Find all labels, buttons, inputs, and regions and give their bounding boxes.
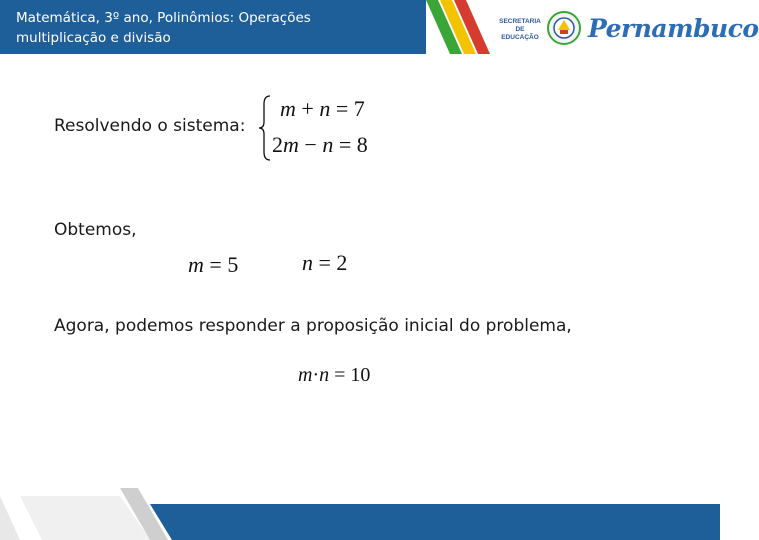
secretaria-line1: SECRETARIA (499, 18, 541, 25)
product-var-m: m (298, 364, 313, 386)
eq2-coef: 2 (272, 132, 283, 157)
slide-title-line2: multiplicação e divisão (16, 30, 171, 46)
system-brace (258, 94, 272, 162)
result-m (188, 252, 238, 278)
eq1-equals: = (335, 96, 349, 121)
result-n-var: n (302, 250, 313, 275)
eq1-plus: + (301, 96, 314, 121)
product-value: 10 (350, 364, 371, 386)
eq1-var-m: m (280, 96, 296, 121)
result-n-value: 2 (336, 250, 348, 275)
slide-title-line1: Matemática, 3º ano, Polinômios: Operações (16, 10, 311, 26)
result-m-value: 5 (227, 252, 239, 277)
decorative-stripes (410, 0, 490, 54)
slide-title (16, 8, 416, 48)
obtained-label: Obtemos, (54, 220, 137, 240)
state-coat-of-arms-icon (546, 10, 582, 46)
eq1-var-n: n (319, 96, 331, 121)
secretaria-logo (498, 18, 542, 42)
government-logos (492, 0, 759, 54)
eq2-var-n: n (322, 132, 334, 157)
eq2-rhs: 8 (356, 132, 368, 157)
result-m-equals: = (209, 252, 222, 277)
result-n (302, 250, 347, 276)
product-result (298, 364, 370, 387)
slide-header (0, 0, 759, 54)
footer-decoration (0, 488, 720, 540)
system-equation-1 (280, 96, 365, 122)
secretaria-line2: DE EDUCAÇÃO (501, 26, 539, 41)
eq2-minus: − (304, 132, 317, 157)
pernambuco-logo: Pernambuco (588, 14, 759, 43)
result-n-equals: = (318, 250, 331, 275)
intro-label: Resolvendo o sistema: (54, 116, 246, 136)
product-equals: = (334, 364, 346, 386)
result-m-var: m (188, 252, 204, 277)
answer-label: Agora, podemos responder a proposição inicial do problema, (54, 316, 572, 336)
system-equation-2 (272, 132, 368, 158)
product-dot: · (312, 364, 320, 386)
title-bar (0, 0, 426, 54)
eq2-var-m: m (283, 132, 299, 157)
eq1-rhs: 7 (353, 96, 365, 121)
eq2-equals: = (338, 132, 352, 157)
product-var-n: n (319, 364, 330, 386)
